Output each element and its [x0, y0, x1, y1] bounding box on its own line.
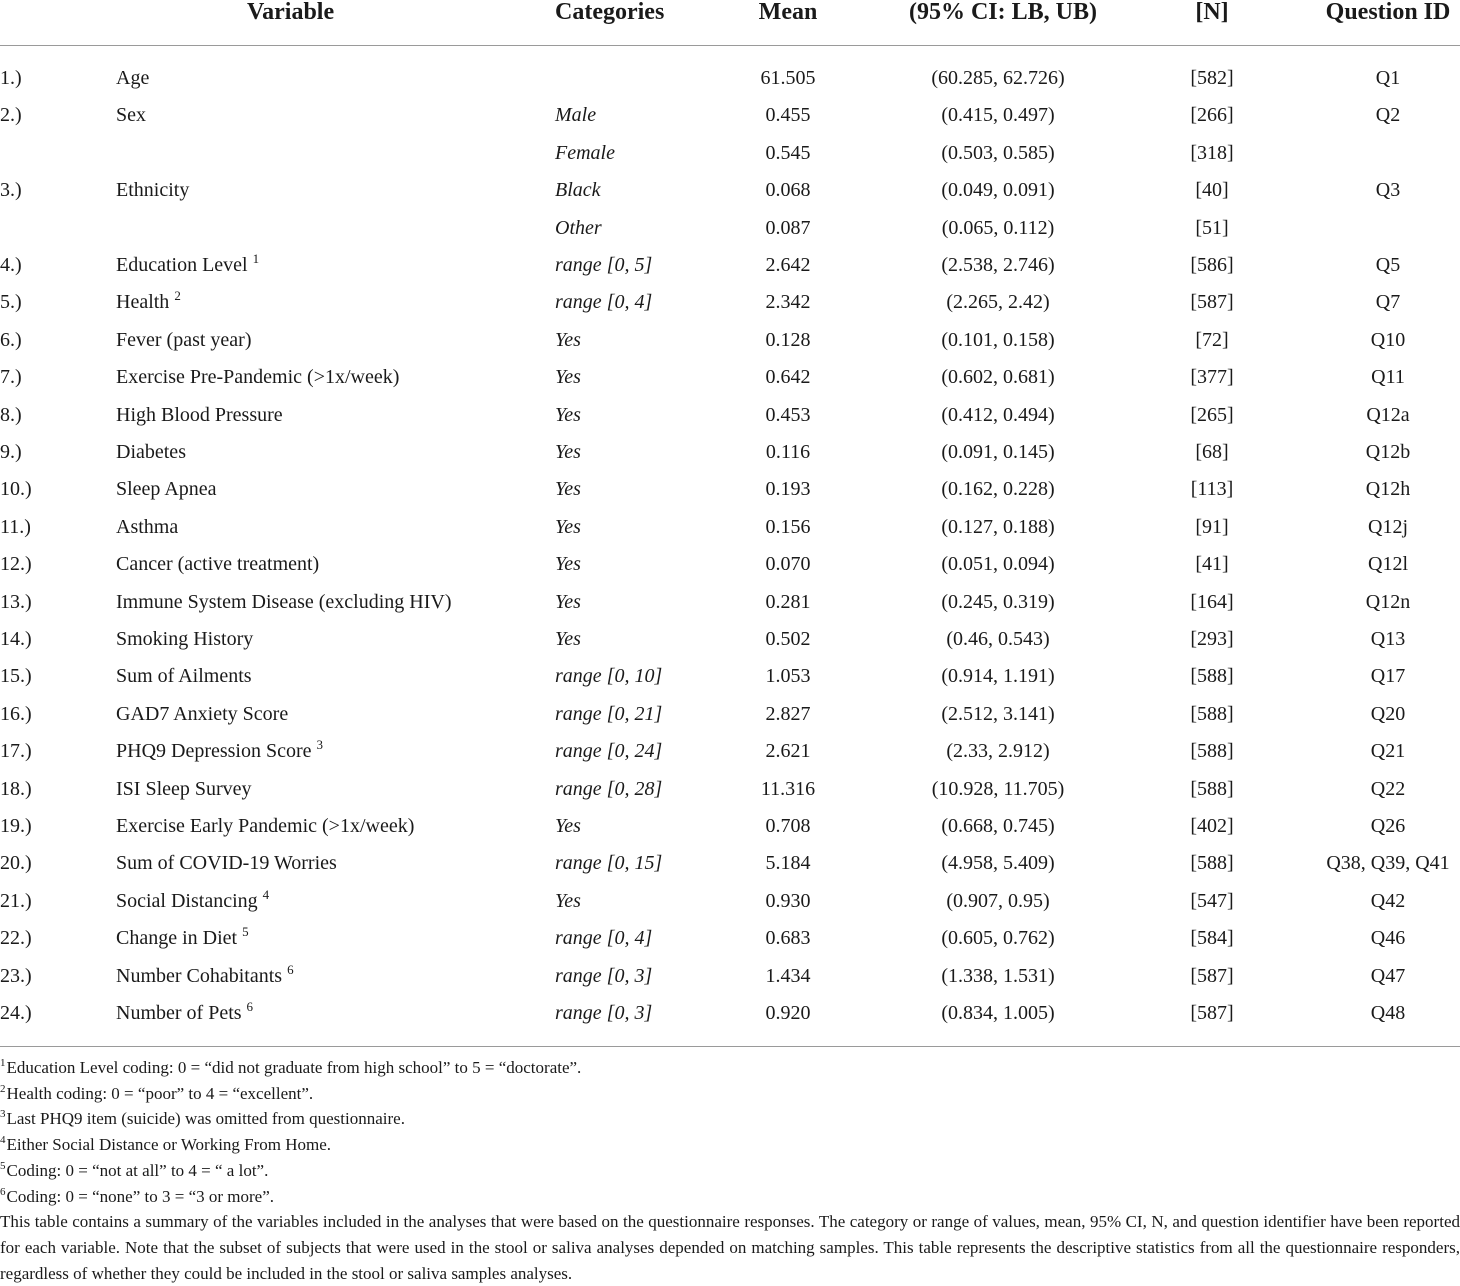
table-row	[0, 627, 1460, 664]
question-id-cell: Q42	[1370, 889, 1406, 912]
mean-cell: 0.502	[765, 628, 811, 650]
ci-cell: (0.091, 0.145)	[941, 441, 1055, 463]
category-cell: Other	[555, 216, 602, 239]
mean-cell: 0.453	[765, 403, 811, 426]
ci-cell: (0.914, 1.191)	[941, 665, 1055, 688]
question-id-cell: Q47	[1370, 964, 1406, 987]
row-number: 20.)	[0, 852, 32, 875]
n-cell: [40]	[1195, 179, 1229, 202]
table-row	[0, 216, 1460, 253]
category-cell: range [0, 5]	[555, 254, 653, 276]
footnote-marker: 5	[242, 924, 249, 940]
variable-name: PHQ9 Depression Score	[116, 740, 312, 763]
footnote-text: Coding: 0 = “none” to 3 = “3 or more”.	[6, 1186, 275, 1206]
mean-cell: 0.087	[765, 216, 811, 239]
footnote-text: Either Social Distance or Working From Home.	[6, 1135, 332, 1155]
n-cell: [318]	[1190, 141, 1234, 164]
footnote	[0, 1132, 1460, 1158]
category-cell: range [0, 3]	[555, 1002, 653, 1024]
table-row	[0, 66, 1460, 103]
footnote-text: Last PHQ9 item (suicide) was omitted from questionnaire.	[6, 1109, 405, 1129]
variable-name: Education Level	[116, 254, 248, 276]
category-cell: Yes	[555, 815, 581, 837]
variable-name: Social Distancing	[116, 889, 258, 912]
variable-name: Cancer (active treatment)	[116, 553, 320, 576]
header-variable: Variable	[247, 0, 335, 25]
ci-cell: (0.503, 0.585)	[941, 141, 1055, 164]
n-cell: [293]	[1190, 628, 1234, 650]
variable-cell	[116, 66, 149, 90]
n-cell: [68]	[1195, 441, 1229, 463]
n-cell: [588]	[1190, 740, 1234, 763]
variable-cell	[116, 777, 252, 801]
table-row	[0, 702, 1460, 739]
ci-cell: (0.668, 0.745)	[941, 815, 1055, 837]
variable-cell	[116, 739, 323, 763]
footnote-list	[0, 1055, 1460, 1209]
n-cell: [91]	[1195, 515, 1229, 538]
n-cell: [402]	[1190, 815, 1234, 837]
header-question-id: Question ID	[1325, 0, 1451, 25]
ci-cell: (0.834, 1.005)	[941, 1002, 1055, 1024]
header-n: [N]	[1195, 0, 1229, 25]
question-id-cell: Q22	[1370, 777, 1406, 800]
table-row	[0, 739, 1460, 776]
mean-cell: 0.281	[765, 590, 811, 613]
ci-cell: (0.049, 0.091)	[941, 179, 1055, 202]
header-categories: Categories	[555, 0, 665, 25]
n-cell: [164]	[1190, 590, 1234, 613]
question-id-cell: Q7	[1375, 291, 1401, 314]
variable-cell	[116, 851, 337, 875]
variable-cell	[116, 290, 181, 314]
row-number: 4.)	[0, 254, 22, 276]
variable-name: GAD7 Anxiety Score	[116, 702, 289, 725]
n-cell: [51]	[1195, 216, 1229, 239]
category-cell: Male	[555, 104, 597, 127]
row-number: 10.)	[0, 478, 32, 501]
n-cell: [265]	[1190, 403, 1234, 426]
n-cell: [582]	[1190, 67, 1234, 89]
ci-cell: (0.065, 0.112)	[941, 216, 1055, 239]
mean-cell: 0.128	[765, 328, 811, 351]
mean-cell: 0.455	[765, 104, 811, 127]
footnote-marker: 6	[287, 961, 294, 977]
table-row	[0, 886, 1460, 926]
variable-name: Smoking History	[116, 628, 254, 650]
table-row	[0, 515, 1460, 552]
question-id-cell: Q12b	[1365, 441, 1411, 463]
variable-cell	[116, 328, 252, 352]
category-cell: Yes	[555, 478, 581, 501]
row-number: 2.)	[0, 104, 22, 127]
category-cell: Yes	[555, 403, 581, 426]
footnote-number: 6	[0, 1185, 6, 1198]
footnote-marker: 6	[246, 999, 254, 1014]
category-cell: Yes	[555, 590, 581, 613]
mean-cell: 2.827	[765, 702, 811, 725]
category-cell: range [0, 10]	[555, 665, 663, 688]
mean-cell: 2.642	[765, 254, 811, 276]
question-id-cell: Q13	[1370, 628, 1406, 650]
footnote	[0, 1184, 1460, 1210]
variable-cell	[116, 590, 451, 614]
n-cell: [587]	[1190, 291, 1234, 314]
mean-cell: 0.070	[765, 553, 811, 576]
variable-name: Exercise Pre-Pandemic (>1x/week)	[116, 366, 400, 389]
row-number: 17.)	[0, 740, 32, 763]
mean-cell: 61.505	[760, 67, 816, 89]
ci-cell: (0.602, 0.681)	[941, 366, 1055, 389]
ci-cell: (0.245, 0.319)	[941, 590, 1055, 613]
mean-cell: 0.708	[765, 815, 811, 837]
variable-name: Fever (past year)	[116, 328, 252, 351]
ci-cell: (2.33, 2.912)	[946, 740, 1050, 763]
question-id-cell: Q11	[1371, 366, 1405, 389]
question-id-cell: Q48	[1370, 1002, 1406, 1024]
n-cell: [587]	[1190, 964, 1234, 987]
ci-cell: (10.928, 11.705)	[931, 777, 1065, 800]
n-cell: [588]	[1190, 852, 1234, 875]
table-row	[0, 926, 1460, 963]
mean-cell: 0.116	[765, 441, 811, 463]
footnote-marker: 1	[252, 251, 260, 266]
variable-cell	[116, 515, 178, 539]
row-number: 19.)	[0, 815, 32, 837]
question-id-cell: Q12a	[1366, 403, 1410, 426]
variable-name: Immune System Disease (excluding HIV)	[116, 590, 452, 613]
category-cell: Yes	[555, 441, 581, 463]
table-row	[0, 440, 1460, 477]
footnote-number: 1	[0, 1057, 6, 1069]
question-id-cell: Q12j	[1368, 515, 1408, 538]
row-number: 12.)	[0, 553, 32, 576]
row-number: 24.)	[0, 1002, 32, 1024]
variable-name: Sleep Apnea	[116, 478, 217, 501]
row-number: 22.)	[0, 927, 32, 950]
mean-cell: 0.545	[765, 141, 811, 164]
table-row	[0, 552, 1460, 589]
variable-cell	[116, 814, 414, 838]
row-number: 15.)	[0, 665, 32, 688]
variable-name: Health	[116, 291, 170, 314]
variable-name: Number Cohabitants	[116, 964, 283, 987]
row-number: 6.)	[0, 328, 22, 351]
table-row	[0, 253, 1460, 290]
n-cell: [72]	[1195, 328, 1229, 351]
category-cell: Female	[555, 141, 615, 164]
question-id-cell: Q5	[1375, 254, 1401, 276]
header-ci: (95% CI: LB, UB)	[908, 0, 1097, 25]
variable-name: Ethnicity	[116, 179, 190, 202]
category-cell: Black	[555, 179, 601, 202]
mean-cell: 2.342	[765, 291, 811, 314]
row-number: 13.)	[0, 590, 32, 613]
question-id-cell: Q12h	[1365, 478, 1411, 501]
question-id-cell: Q21	[1370, 740, 1406, 763]
ci-cell: (1.338, 1.531)	[941, 964, 1055, 987]
table-row	[0, 590, 1460, 627]
footnote-number: 3	[0, 1108, 6, 1121]
table-row	[0, 141, 1460, 178]
category-cell: range [0, 21]	[555, 702, 663, 725]
table-row	[0, 1001, 1460, 1038]
mean-cell: 0.683	[765, 927, 811, 950]
category-cell: Yes	[555, 366, 581, 389]
row-number: 5.)	[0, 291, 22, 314]
ci-cell: (4.958, 5.409)	[941, 852, 1055, 875]
variable-cell	[116, 1001, 253, 1025]
variable-name: ISI Sleep Survey	[116, 777, 252, 800]
variable-name: Asthma	[116, 515, 179, 538]
ci-cell: (0.162, 0.228)	[941, 478, 1055, 501]
header-rule	[0, 45, 1460, 46]
ci-cell: (0.605, 0.762)	[941, 927, 1055, 950]
footnote	[0, 1081, 1460, 1107]
variable-cell	[116, 403, 283, 427]
mean-cell: 2.621	[765, 740, 811, 763]
footer-rule	[0, 1046, 1460, 1047]
table-row	[0, 103, 1460, 140]
variable-cell	[116, 103, 146, 127]
variable-name: Diabetes	[116, 441, 186, 463]
table-row	[0, 664, 1460, 701]
mean-cell: 0.920	[765, 1002, 811, 1024]
variable-cell	[116, 664, 252, 688]
mean-cell: 0.930	[765, 889, 811, 912]
question-id-cell: Q12n	[1365, 590, 1411, 613]
mean-cell: 1.053	[765, 665, 811, 688]
footnote-marker: 2	[174, 288, 181, 304]
question-id-cell: Q2	[1375, 104, 1401, 127]
ci-cell: (0.907, 0.95)	[946, 889, 1050, 912]
footnote-text: Coding: 0 = “not at all” to 4 = “ a lot”.	[6, 1160, 269, 1180]
category-cell: range [0, 28]	[555, 777, 663, 800]
mean-cell: 0.156	[765, 515, 811, 538]
variable-cell	[116, 253, 259, 277]
mean-cell: 1.434	[765, 964, 811, 987]
table-notes	[0, 1055, 1460, 1286]
category-cell: Yes	[555, 628, 581, 650]
footnote-number: 2	[0, 1082, 6, 1095]
footnote	[0, 1106, 1460, 1132]
category-cell: Yes	[555, 515, 581, 538]
row-number: 9.)	[0, 441, 22, 463]
category-cell: range [0, 15]	[555, 852, 663, 875]
ci-cell: (2.512, 3.141)	[941, 702, 1055, 725]
ci-cell: (0.101, 0.158)	[941, 328, 1055, 351]
footnote	[0, 1055, 1460, 1081]
n-cell: [588]	[1190, 702, 1234, 725]
row-number: 18.)	[0, 777, 32, 800]
table-row	[0, 365, 1460, 402]
n-cell: [266]	[1190, 104, 1234, 127]
n-cell: [377]	[1190, 366, 1234, 389]
footnote-marker: 4	[262, 886, 270, 902]
n-cell: [588]	[1190, 777, 1234, 800]
variable-name: Age	[116, 67, 150, 89]
variable-cell	[116, 440, 186, 464]
category-cell: range [0, 3]	[555, 964, 653, 987]
ci-cell: (2.538, 2.746)	[941, 254, 1055, 276]
table-row	[0, 777, 1460, 814]
variable-name: Number of Pets	[116, 1002, 242, 1024]
n-cell: [584]	[1190, 927, 1234, 950]
n-cell: [588]	[1190, 665, 1234, 688]
mean-cell: 5.184	[765, 852, 811, 875]
variable-name: Change in Diet	[116, 927, 238, 950]
table-row	[0, 814, 1460, 851]
n-cell: [547]	[1190, 889, 1234, 912]
mean-cell: 0.642	[765, 366, 811, 389]
variable-cell	[116, 627, 253, 651]
ci-cell: (0.46, 0.543)	[946, 628, 1050, 650]
row-number: 21.)	[0, 889, 32, 912]
mean-cell: 0.068	[765, 179, 811, 202]
variable-cell	[116, 886, 270, 913]
table-row	[0, 851, 1460, 888]
row-number: 14.)	[0, 628, 32, 650]
category-cell: range [0, 24]	[555, 740, 663, 763]
row-number: 7.)	[0, 366, 22, 389]
row-number: 16.)	[0, 702, 32, 725]
variable-name: High Blood Pressure	[116, 403, 283, 426]
question-id-cell: Q17	[1370, 665, 1406, 688]
row-number: 23.)	[0, 964, 32, 987]
ci-cell: (0.127, 0.188)	[941, 515, 1055, 538]
header-mean: Mean	[758, 0, 818, 25]
variable-cell	[116, 365, 399, 389]
ci-cell: (0.412, 0.494)	[941, 403, 1055, 426]
mean-cell: 11.316	[760, 777, 816, 800]
ci-cell: (60.285, 62.726)	[931, 67, 1065, 89]
ci-cell: (2.265, 2.42)	[946, 291, 1050, 314]
question-id-cell: Q38, Q39, Q41	[1326, 852, 1450, 875]
footnote-marker: 3	[316, 737, 324, 753]
n-cell: [586]	[1190, 254, 1234, 276]
row-number: 3.)	[0, 179, 22, 202]
category-cell: Yes	[555, 553, 581, 576]
question-id-cell: Q46	[1370, 927, 1406, 950]
table-row	[0, 290, 1460, 327]
table-row	[0, 178, 1460, 215]
row-number: 11.)	[0, 515, 31, 538]
question-id-cell: Q10	[1370, 328, 1406, 351]
table-summary: This table contains a summary of the variables included in the analyses that were based on the questionnaire responses. The category or range of values, mean, 95% CI, N, and question identifier have been reported for each variable. Note that the subset of subjects that were used in the stool or saliva analyses depended on matching samples. This table represents the descriptive statistics from all the questionnaire responders, regardless of whether they could be included in the stool or saliva samples analyses.	[0, 1212, 1460, 1283]
n-cell: [41]	[1195, 553, 1229, 576]
footnote	[0, 1158, 1460, 1184]
variable-cell	[116, 477, 217, 501]
variable-cell	[116, 702, 288, 726]
question-id-cell: Q12l	[1368, 553, 1408, 576]
table-row	[0, 403, 1460, 440]
variable-name: Sex	[116, 104, 146, 127]
variable-cell	[116, 178, 189, 202]
category-cell: range [0, 4]	[555, 291, 653, 314]
mean-cell: 0.193	[765, 478, 811, 501]
variable-cell	[116, 552, 319, 576]
footnote-text: Education Level coding: 0 = “did not graduate from high school” to 5 = “doctorate”.	[6, 1058, 582, 1077]
table-row	[0, 961, 1460, 1001]
question-id-cell: Q1	[1375, 67, 1401, 89]
variable-name: Exercise Early Pandemic (>1x/week)	[116, 815, 415, 837]
footnote-text: Health coding: 0 = “poor” to 4 = “excellent”.	[6, 1083, 314, 1103]
question-id-cell: Q20	[1370, 702, 1406, 725]
footnote-number: 5	[0, 1159, 6, 1172]
question-id-cell: Q26	[1370, 815, 1406, 837]
row-number: 1.)	[0, 67, 22, 89]
ci-cell: (0.051, 0.094)	[941, 553, 1055, 576]
n-cell: [113]	[1190, 478, 1234, 501]
variable-name: Sum of COVID-19 Worries	[116, 852, 337, 875]
category-cell: Yes	[555, 328, 581, 351]
variable-cell	[116, 926, 249, 950]
ci-cell: (0.415, 0.497)	[941, 104, 1055, 127]
table-row	[0, 328, 1460, 365]
question-id-cell: Q3	[1375, 179, 1401, 202]
row-number: 8.)	[0, 403, 22, 426]
category-cell: Yes	[555, 889, 581, 912]
variable-name: Sum of Ailments	[116, 665, 252, 688]
footnote-number: 4	[0, 1134, 6, 1147]
variable-cell	[116, 961, 294, 988]
n-cell: [587]	[1190, 1002, 1234, 1024]
table-row	[0, 477, 1460, 514]
category-cell: range [0, 4]	[555, 927, 653, 950]
